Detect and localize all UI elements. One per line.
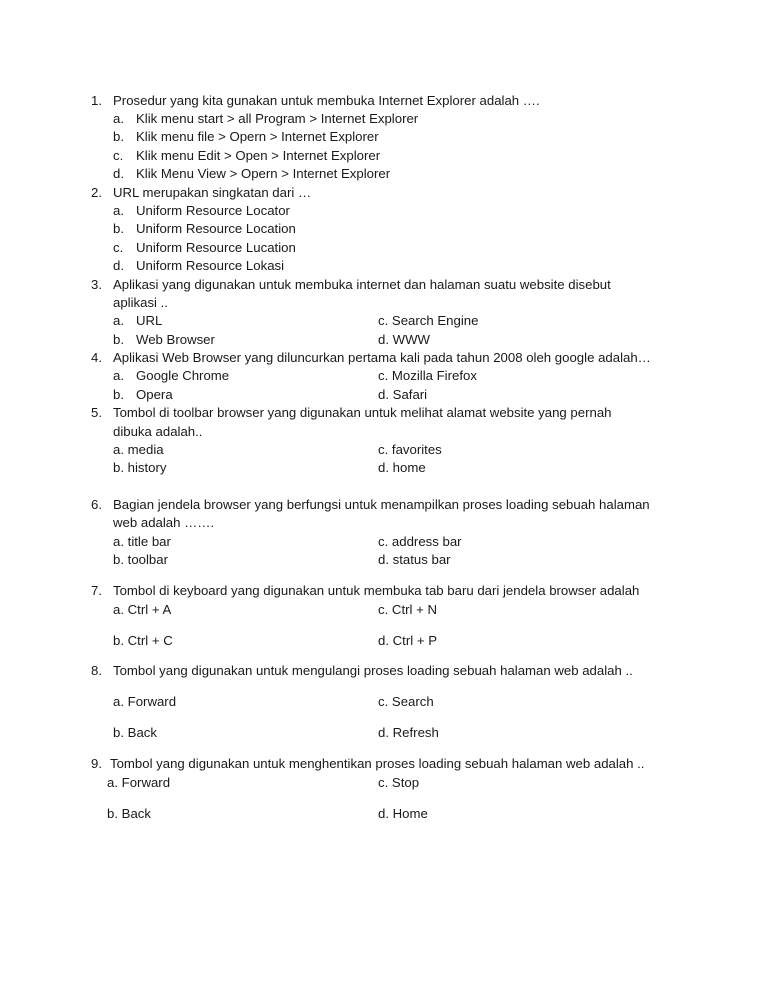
option-letter: b. bbox=[113, 387, 124, 402]
option-text: Web Browser bbox=[136, 332, 215, 347]
option-text: Uniform Resource Lokasi bbox=[136, 258, 285, 273]
option-letter: d. bbox=[113, 166, 124, 181]
question-number: 2. bbox=[91, 185, 102, 200]
question-text: Bagian jendela browser yang berfungsi untuk menampilkan proses loading sebuah halaman bbox=[113, 497, 650, 512]
question-text: Aplikasi yang digunakan untuk membuka internet dan halaman suatu website disebut bbox=[113, 277, 611, 292]
option-text: Klik menu file > Opern > Internet Explorer bbox=[136, 129, 379, 144]
option-text: Uniform Resource Locator bbox=[136, 203, 290, 218]
option-text: a. Forward bbox=[107, 775, 171, 790]
option-text: b. Back bbox=[107, 806, 151, 821]
question-text-continued: web adalah ……. bbox=[113, 515, 215, 530]
question-number: 6. bbox=[91, 497, 102, 512]
question-text-continued: dibuka adalah.. bbox=[113, 424, 203, 439]
question-number: 1. bbox=[91, 93, 102, 108]
option-text: c. Search Engine bbox=[378, 313, 479, 328]
question-number: 4. bbox=[91, 350, 102, 365]
option-letter: b. bbox=[113, 129, 124, 144]
option-text: d. Safari bbox=[378, 387, 428, 402]
question-number: 3. bbox=[91, 277, 102, 292]
option-text: Uniform Resource Location bbox=[136, 221, 296, 236]
option-letter: a. bbox=[113, 111, 124, 126]
option-text: d. Home bbox=[378, 806, 428, 821]
question-number: 7. bbox=[91, 583, 102, 598]
option-letter: a. bbox=[113, 368, 124, 383]
option-text: Uniform Resource Lucation bbox=[136, 240, 296, 255]
option-letter: b. bbox=[113, 221, 124, 236]
option-text: d. home bbox=[378, 460, 426, 475]
option-text: c. favorites bbox=[378, 442, 442, 457]
option-text: d. status bar bbox=[378, 552, 451, 567]
question-text: Tombol di toolbar browser yang digunakan untuk melihat alamat website yang pernah bbox=[113, 405, 612, 420]
question-number: 5. bbox=[91, 405, 102, 420]
option-letter: d. bbox=[113, 258, 124, 273]
option-text: Klik menu start > all Program > Internet Explorer bbox=[136, 111, 419, 126]
option-text: d. Ctrl + P bbox=[378, 633, 437, 648]
question-text: Tombol yang digunakan untuk menghentikan proses loading sebuah halaman web adalah .. bbox=[110, 756, 645, 771]
question-text: Prosedur yang kita gunakan untuk membuka Internet Explorer adalah …. bbox=[113, 93, 540, 108]
option-text: b. Back bbox=[113, 725, 157, 740]
option-text: b. toolbar bbox=[113, 552, 168, 567]
option-text: b. history bbox=[113, 460, 167, 475]
option-letter: c. bbox=[113, 148, 124, 163]
option-text: a. Ctrl + A bbox=[113, 602, 172, 617]
question-number: 9. bbox=[91, 756, 102, 771]
option-text: c. Stop bbox=[378, 775, 420, 790]
option-text: d. WWW bbox=[378, 332, 431, 347]
question-text-continued: aplikasi .. bbox=[113, 295, 168, 310]
option-text: c. Mozilla Firefox bbox=[378, 368, 477, 383]
question-text: URL merupakan singkatan dari … bbox=[113, 185, 312, 200]
option-text: Opera bbox=[136, 387, 173, 402]
option-text: a. media bbox=[113, 442, 164, 457]
option-text: c. address bar bbox=[378, 534, 462, 549]
option-text: Klik menu Edit > Open > Internet Explorer bbox=[136, 148, 381, 163]
option-letter: c. bbox=[113, 240, 124, 255]
option-text: c. Ctrl + N bbox=[378, 602, 437, 617]
option-text: b. Ctrl + C bbox=[113, 633, 173, 648]
question-text: Tombol yang digunakan untuk mengulangi proses loading sebuah halaman web adalah .. bbox=[113, 663, 633, 678]
option-text: a. Forward bbox=[113, 694, 177, 709]
option-letter: a. bbox=[113, 203, 124, 218]
option-text: a. title bar bbox=[113, 534, 171, 549]
option-text: c. Search bbox=[378, 694, 434, 709]
option-text: d. Refresh bbox=[378, 725, 439, 740]
option-letter: a. bbox=[113, 313, 124, 328]
option-letter: b. bbox=[113, 332, 124, 347]
question-number: 8. bbox=[91, 663, 102, 678]
option-text: URL bbox=[136, 313, 163, 328]
option-text: Klik Menu View > Opern > Internet Explorer bbox=[136, 166, 391, 181]
option-text: Google Chrome bbox=[136, 368, 230, 383]
question-text: Aplikasi Web Browser yang diluncurkan pertama kali pada tahun 2008 oleh google adalah… bbox=[113, 350, 651, 365]
question-text: Tombol di keyboard yang digunakan untuk membuka tab baru dari jendela browser adalah bbox=[113, 583, 640, 598]
